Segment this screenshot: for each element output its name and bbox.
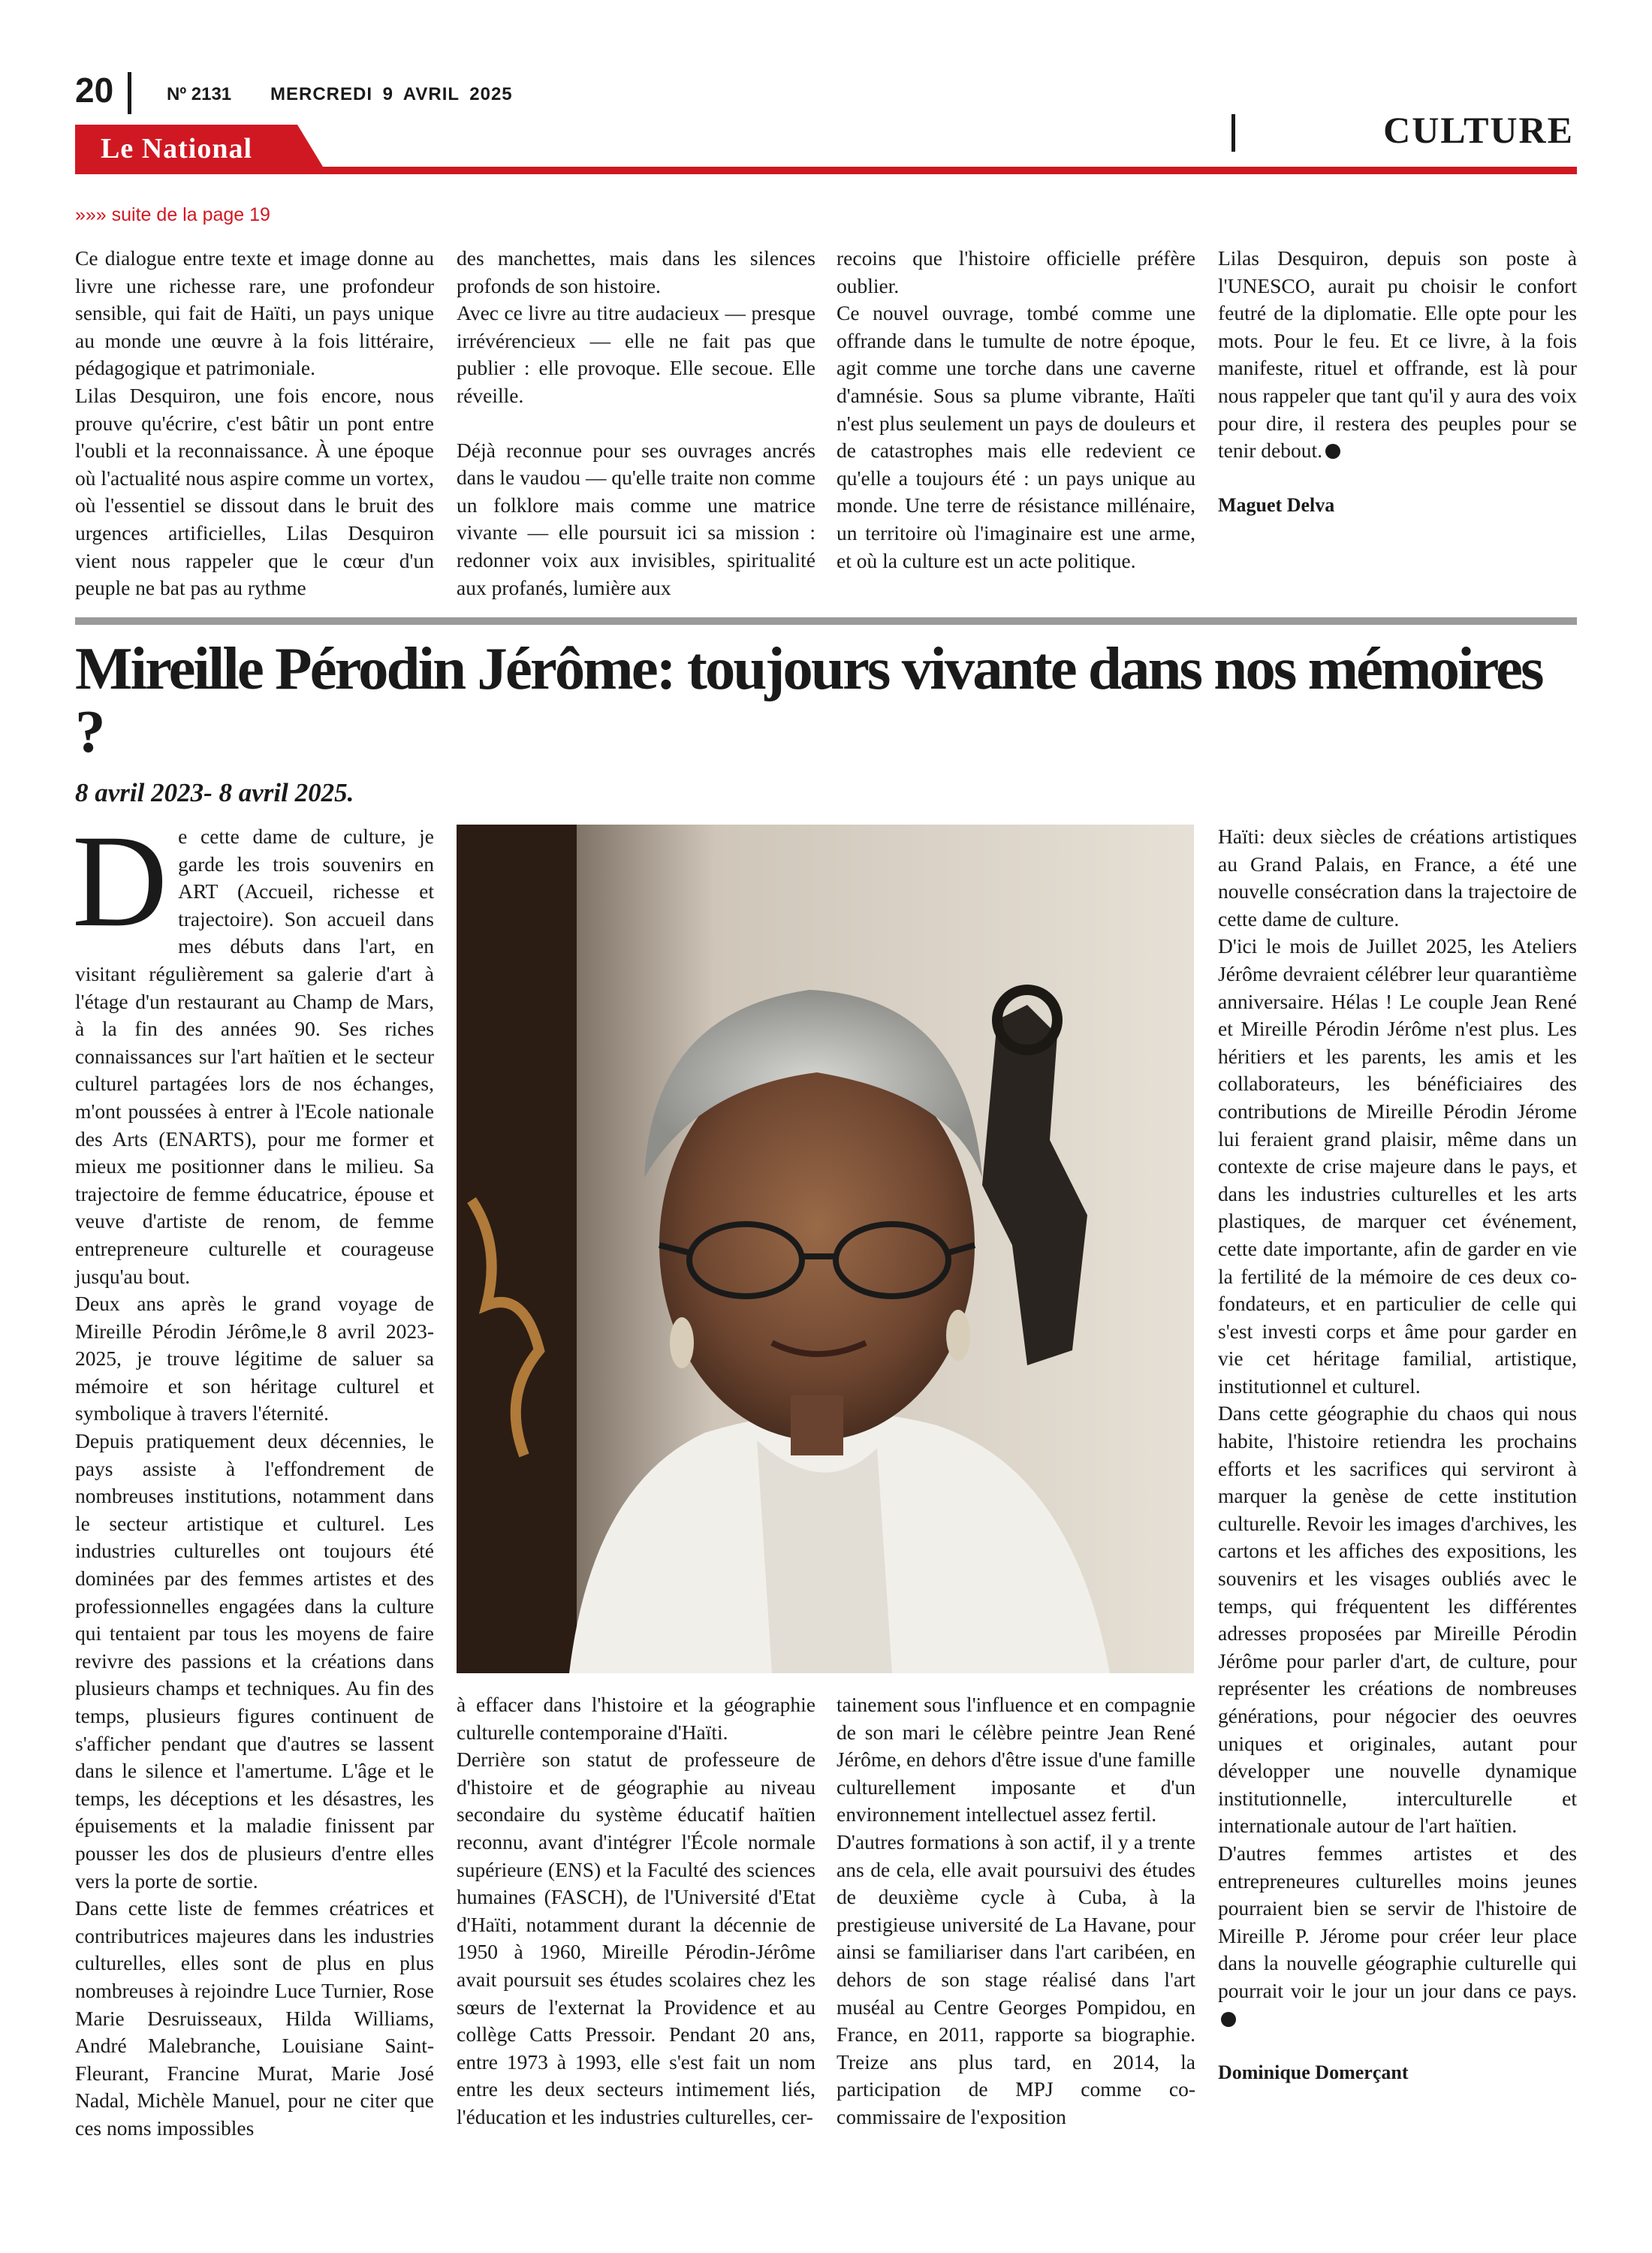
top-article-column-4	[1218, 245, 1577, 519]
paragraph	[1218, 1840, 1577, 2032]
headline: Mireille Pérodin Jérôme: toujours vivante dans nos mémoires ?	[75, 635, 1542, 765]
publication-logo: Le National	[101, 133, 253, 164]
paragraph-text: e cette dame de culture, je garde les trois souvenirs en ART (Accueil, richesse et trajectoire). Son accueil dans mes débuts dans l'art, en visitant régulièrement sa galerie d'art à l'étage d'un restaurant au Champ de Mars, à la fin des années 90. Ses riches connaissances sur l'art haïtien et le secteur culturel partagées lors de nos échanges, m'ont poussées à entrer à l'Ecole nationale des Arts (ENARTS), pour me former et mieux me positionner dans le milieu. Sa trajectoire de femme éducatrice, épouse et veuve d'artiste de renom, de femme entrepreneure culturelle et courageuse jusqu'au bout.	[75, 825, 434, 1288]
portrait-illustration	[457, 825, 1194, 1673]
page-number: 20	[75, 71, 114, 110]
paragraph	[1218, 245, 1577, 465]
issue-number: Nº 2131	[167, 84, 232, 104]
paragraph: Déjà reconnue pour ses ouvrages ancrés dans le vaudou — qu'elle traite non comme un folklore mais comme une matrice vivante — elle poursuit ici sa mission : redonner voix aux invisibles, spiritualité aux profanés, lumière aux	[457, 438, 815, 599]
end-mark-icon	[1221, 2012, 1236, 2027]
dateline: 8 avril 2023- 8 avril 2025.	[75, 778, 354, 807]
paragraph-text: Lilas Desquiron, depuis son poste à l'UNESCO, aurait pu choisir le confort feutré de la diplomatie. Elle opte pour les mots. Pour le feu. Et ce livre, à la fois manifeste, rituel et offrande, est là pour nous rappeler que tant qu'il y aura des voix pour dire, il restera des peuples pour se tenir debout.	[1218, 246, 1577, 463]
top-article-author: Maguet Delva	[1218, 493, 1335, 516]
paragraph: recoins que l'histoire officielle préfère oublier.	[837, 246, 1195, 297]
top-article-column-3	[837, 245, 1195, 575]
top-article-column-2	[457, 245, 815, 602]
paragraph: à effacer dans l'histoire et la géographie culturelle contemporaine d'Haïti.	[457, 1693, 815, 1744]
paragraph: Dans cette liste de femmes créatrices et contributrices majeures dans les industries culturelles, elles sont de plus en plus nombreuses à rejoindre Luce Turnier, Rose Marie Desruisseaux, Hilda Williams, André Malebranche, Louisiane Saint-Fleurant, Francine Murat, Marie José Nadal, Michèle Manuel, pour ne citer que ces noms impossibles	[75, 1896, 434, 2140]
article-separator	[75, 617, 1577, 625]
masthead-shape	[75, 125, 1577, 176]
main-article-column-2	[457, 1691, 815, 2131]
paragraph: Lilas Desquiron, une fois encore, nous prouve qu'écrire, c'est bâtir un pont entre l'oubli et la reconnaissance. À une époque où l'actualité nous aspire comme un vortex, où l'essentiel se dissout dans le bruit des urgences artificielles, Lilas Desquiron vient nous rappeler que le cœur d'un peuple ne bat pas au rythme	[75, 383, 434, 600]
masthead-band	[75, 125, 1577, 176]
paragraph: D'autres formations à son actif, il y a trente ans de cela, elle avait poursuivi des études de deuxième cycle à Cuba, à la prestigieuse université de La Havane, pour ainsi se familiariser dans l'art caribéen, en dehors de son stage réalisé dans l'art muséal au Centre Georges Pompidou, en France, en 2011, rapporte sa biographie. Treize ans plus tard, en 2014, la participation de MPJ comme co-commissaire de l'exposition	[837, 1829, 1195, 2128]
paragraph-text: D'autres femmes artistes et des entrepreneures culturelles moins jeunes pourraient bien se servir de l'histoire de Mireille P. Jérome pour créer leur place dans la nouvelle géographie culturelle qui pourrait voir le jour un jour dans ce pays.	[1218, 1841, 1577, 2002]
main-article-column-1	[72, 808, 434, 2143]
paragraph: des manchettes, mais dans les silences profonds de son histoire.	[457, 246, 815, 297]
issue-date: MERCREDI 9 AVRIL 2025	[270, 84, 513, 104]
paragraph: Haïti: deux siècles de créations artistiques au Grand Palais, en France, a été une nouvelle consécration dans la trajectoire de cette dame de culture.	[1218, 825, 1577, 930]
paragraph: Depuis pratiquement deux décennies, le pays assiste à l'effondrement de nombreuses institutions, notamment dans le secteur artistique et culturel. Les industries culturelles ont toujours été dominées par des femmes artistes et des professionnelles engagées dans la culture qui tentaient par tous les moyens de faire revivre des passions et la créations dans plusieurs champs et techniques. Au fin des temps, plusieurs figures continuent de s'afficher pendant que d'autres se lassent dans le silence et l'amertume. L'âge et le temps, les déceptions et les désastres, les épuisements et la maladie finissent par pousser les dos de plusieurs d'entre elles vers la porte de sortie.	[75, 1429, 434, 1893]
paragraph	[72, 808, 434, 1290]
paragraph: D'ici le mois de Juillet 2025, les Ateliers Jérôme devraient célébrer leur quarantième anniversaire. Hélas ! Le couple Jean René et Mireille Pérodin Jérôme n'est plus. Les héritiers et les parents, les amis et les collaborateurs, les bénéficiaires des contributions de Mireille Pérodin Jérome lui feraient grand plaisir, même dans un contexte de crise majeure dans le pays, et dans les industries culturelles et les arts plastiques, de marquer cet événement, cette date importante, afin de garder en vie la fertilité de la mémoire de ces deux co-fondateurs, et en particulier de celle qui s'est investi corps et âme pour garder en vie cet héritage familial, artistique, institutionnel et culturel.	[1218, 934, 1577, 1398]
drop-cap: D	[72, 808, 168, 955]
top-article-column-1	[75, 245, 434, 602]
paragraph: Ce nouvel ouvrage, tombé comme une offrande dans le tumulte de notre époque, agit comme une torche dans une caverne d'amnésie. Sous sa plume vibrante, Haïti n'est plus seulement un pays de douleurs et de catastrophes mais elle redevient ce qu'elle a toujours été : un pays unique au monde. Une terre de résistance millénaire, un territoire où l'imaginaire est une arme, et où la culture est un acte politique.	[837, 301, 1195, 572]
paragraph-spacer	[1218, 2032, 1577, 2059]
paragraph: Derrière son statut de professeure de d'histoire et de géographie au niveau secondaire du système éducatif haïtien reconnu, avant d'intégrer l'École normale supérieure (ENS) et la Faculté des sciences humaines (FASCH), de l'Université d'Etat d'Haïti, notamment durant la décennie de 1950 à 1960, Mireille Pérodin-Jérôme avait poursuit ses études scolaires chez les sœurs de l'externat la Providence et au collège Catts Pressoir. Pendant 20 ans, entre 1973 à 1993, elle s'est fait un nom entre les deux secteurs intimement liés, l'éducation et les industries culturelles, cer-	[457, 1748, 815, 2128]
paragraph-spacer	[1218, 465, 1577, 492]
end-mark-icon	[1325, 444, 1340, 459]
paragraph: Dans cette géographie du chaos qui nous habite, l'histoire retiendra les prochains efforts et les sacrifices qui serviront à marquer la genèse de cette institution culturelle. Revoir les images d'archives, les cartons et les affiches des expositions, les souvenirs et les visages oubliés avec le temps, qui fréquentent les différentes adresses proposées par Mireille Pérodin Jérôme pour parler d'art, de culture, pour représenter les créations de nombreuses générations, pour négocier des oeuvres uniques et originales, autant pour développer une nouvelle dynamique institutionnelle, interculturelle et internationale autour de l'art haïtien.	[1218, 1401, 1577, 1838]
continuation-note: »»» suite de la page 19	[75, 204, 270, 225]
paragraph-spacer	[457, 410, 815, 437]
portrait-photo	[457, 825, 1194, 1673]
page-number-divider	[128, 72, 131, 114]
paragraph: Ce dialogue entre texte et image donne au livre une richesse rare, une profondeur sensible, qui fait de Haïti, un pays unique au monde une œuvre à la fois littéraire, pédagogique et patrimoniale.	[75, 246, 434, 380]
main-article-author: Dominique Domerçant	[1218, 2061, 1409, 2084]
section-title: CULTURE	[1383, 109, 1574, 151]
main-article-column-4	[1218, 823, 1577, 2087]
paragraph: tainement sous l'influence et en compagnie de son mari le célèbre peintre Jean René Jérôme, en dehors d'être issue d'une famille culturellement imposante et d'un environnement intellectuel assez fertil.	[837, 1693, 1196, 1826]
paragraph: Avec ce livre au titre audacieux — presque irrévérencieux — elle ne fait pas que publier : elle provoque. Elle secoue. Elle réveille.	[457, 301, 815, 407]
main-article-column-3	[837, 1691, 1195, 2131]
paragraph: Deux ans après le grand voyage de Mireille Pérodin Jérôme,le 8 avril 2023-2025, je trouve légitime de saluer sa mémoire et son héritage culturel et symbolique à travers l'éternité.	[75, 1292, 434, 1425]
